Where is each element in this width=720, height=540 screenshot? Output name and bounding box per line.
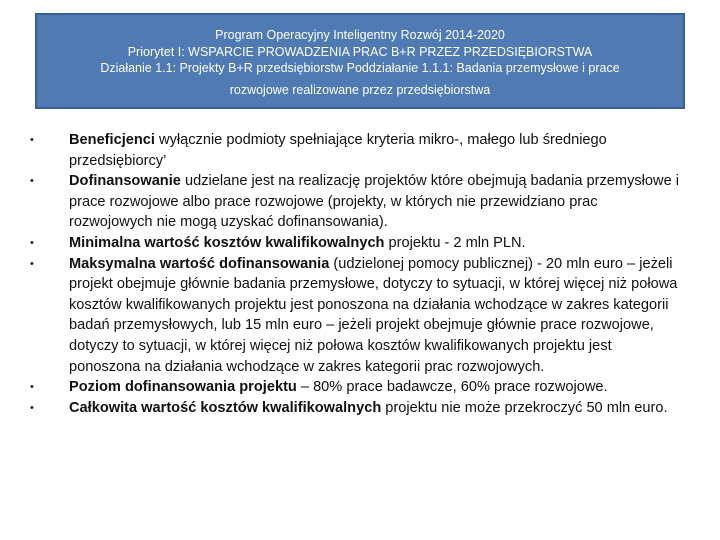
action-title-continued: rozwojowe realizowane przez przedsiębiorstwa xyxy=(229,82,491,97)
bullet-description: wyłącznie podmioty spełniające kryteria mikro-, małego lub średniego przedsiębiorcy’ xyxy=(69,132,607,169)
bullet-list xyxy=(0,130,720,418)
bullet-description: udzielane jest na realizację projektów które obejmują badania przemysłowe i prace rozwojowe albo prace rozwojowe (projekty, w których nie przewidziano prac rozwojowych nie mogą uzyskać dofinansowania). xyxy=(69,173,679,231)
bullet-description: projektu - 2 mln PLN. xyxy=(384,234,526,251)
bullet-text xyxy=(69,130,684,171)
bullet-item-beneficiaries xyxy=(0,130,720,171)
bullet-dot-icon: • xyxy=(30,257,34,270)
bullet-dot-icon: • xyxy=(30,236,34,249)
bullet-term: Beneficjenci xyxy=(69,132,155,148)
bullet-description: (udzielonej pomocy publicznej) - 20 mln euro – jeżeli projekt obejmuje głównie badania przemysłowe, dotyczy to sytuacji, w której więcej niż połowa kosztów kwalifikowanych projektu jest ponoszona na działania wchodzące w zakres kategorii badań przemysłowych, lub 15 mln euro – jeżeli projekt obejmuje głównie prace rozwojowe, dotyczy to sytuacji, w której więcej niż połowa kosztów kwalifikowanych projektu jest ponoszona na działania wchodzące w zakres kategorii prac rozwojowych. xyxy=(69,255,678,375)
title-banner xyxy=(35,13,685,109)
bullet-item-maximum-funding xyxy=(0,254,720,378)
bullet-term: Dofinansowanie xyxy=(69,173,181,190)
bullet-term: Maksymalna wartość dofinansowania xyxy=(69,255,330,272)
bullet-dot-icon: • xyxy=(30,134,34,146)
bullet-text xyxy=(69,171,684,233)
bullet-item-funding-level xyxy=(0,377,720,398)
bullet-item-total-cost xyxy=(0,398,720,419)
bullet-text xyxy=(69,233,684,254)
bullet-term: Poziom dofinansowania projektu xyxy=(69,379,297,396)
program-title: Program Operacyjny Inteligentny Rozwój 2014-2020 xyxy=(215,28,505,42)
bullet-item-funding xyxy=(0,171,720,233)
bullet-dot-icon: • xyxy=(30,175,34,188)
action-title: Działanie 1.1: Projekty B+R przedsiębiorstw Poddziałanie 1.1.1: Badania przemysłowe i prace xyxy=(100,61,620,75)
bullet-description: projektu nie może przekroczyć 50 mln euro. xyxy=(381,399,668,416)
bullet-dot-icon: • xyxy=(30,381,34,394)
bullet-term: Minimalna wartość kosztów kwalifikowalnych xyxy=(69,234,385,251)
bullet-term: Całkowita wartość kosztów kwalifikowalnych xyxy=(69,399,382,416)
bullet-item-minimum-cost xyxy=(0,233,720,254)
bullet-description: – 80% prace badawcze, 60% prace rozwojowe. xyxy=(296,379,608,396)
bullet-text xyxy=(69,377,684,398)
bullet-dot-icon: • xyxy=(30,401,34,414)
bullet-text xyxy=(69,398,684,419)
priority-title: Priorytet I: WSPARCIE PROWADZENIA PRAC B+R PRZEZ PRZEDSIĘBIORSTWA xyxy=(127,44,593,59)
bullet-text xyxy=(69,254,684,378)
